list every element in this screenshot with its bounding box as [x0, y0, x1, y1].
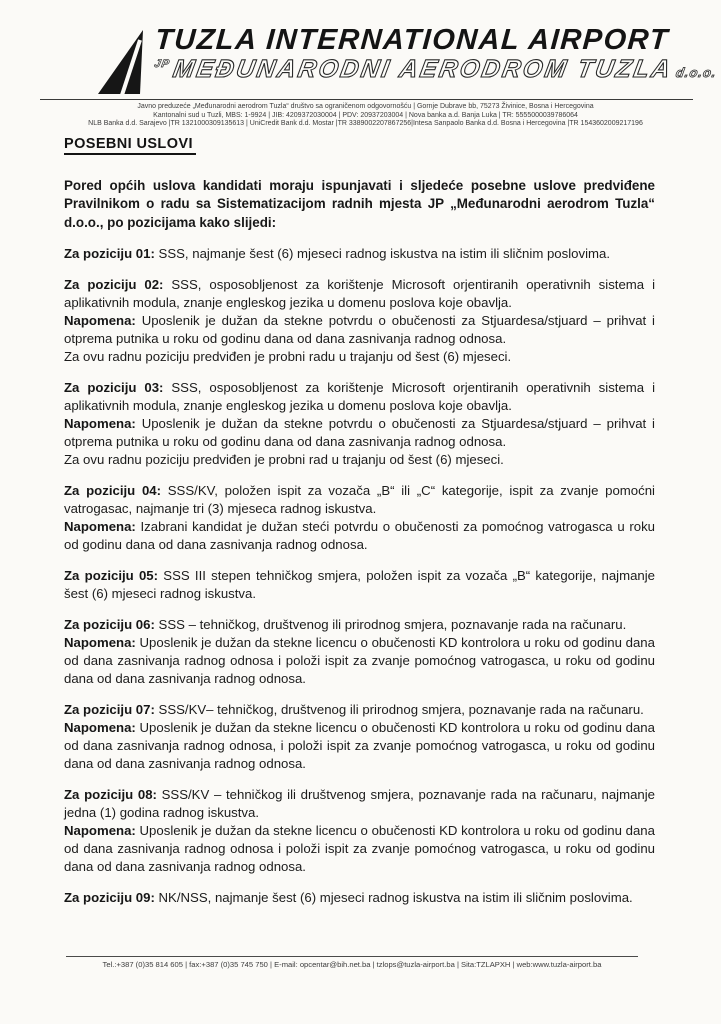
- company-title-english: TUZLA INTERNATIONAL AIRPORT: [154, 24, 670, 56]
- paragraph-text: SSS/KV, položen ispit za vozača „B“ ili „C“ kategorije, ispit za zvanje pomoćni vatrogasac, najmanje tri (3) mjeseca radnog iskustva.: [64, 483, 655, 517]
- paragraph-label: Napomena:: [64, 720, 140, 736]
- letterhead: [0, 0, 721, 129]
- paragraph-text: Uposlenik je dužan da stekne licencu o obučenosti KD kontrolora u roku od godinu dana od dana zasnivanja radnog odnosa i položi ispit za zvanje pomoćnog vatrogasca, u roku od godinu dana od dana zasnivanja radnog odnosa.: [64, 635, 655, 687]
- paragraph-text: SSS, osposobljenost za korištenje Microsoft orjentiranih operativnih sistema i aplikativnih modula, znanje engleskog jezika u domenu poslova koje obavlja.: [64, 277, 655, 311]
- paragraph-label: Za poziciju 03:: [64, 380, 172, 396]
- paragraph: [64, 567, 655, 603]
- company-titles: [154, 24, 720, 84]
- delta-arrow-logo-icon: [96, 28, 146, 96]
- paragraph-text: SSS – tehničkog, društvenog ili prirodnog smjera, poznavanje rada na računaru.: [158, 617, 627, 633]
- position-section: [64, 567, 655, 603]
- paragraph: [64, 451, 655, 469]
- paragraph-label: Za poziciju 06:: [64, 617, 159, 633]
- page-footer: [66, 956, 638, 969]
- paragraph: [64, 786, 655, 822]
- position-section: [64, 245, 655, 263]
- registry-line-2: Kantonalni sud u Tuzli, MBS: 1-9924 | JIB: 4209372030004 | PDV: 20937203004 | Nova banka a.d. Banja Luka | TR: 5555000039786064: [153, 111, 578, 119]
- company-title-local: MEĐUNARODNI AERODROM TUZLA: [170, 55, 675, 83]
- paragraph-label: Za poziciju 02:: [64, 277, 172, 293]
- paragraph: [64, 348, 655, 366]
- paragraph-text: Uposlenik je dužan da stekne licencu o obučenosti KD kontrolora u roku od godinu dana od dana zasnivanja radnog odnosa i položi ispit za zvanje pomoćnog vatrogasca, u roku od godinu dana od dana zasnivanja radnog odnosa.: [64, 823, 655, 875]
- position-section: [64, 889, 655, 907]
- paragraph: [64, 379, 655, 415]
- paragraph: [64, 245, 655, 263]
- position-section: [64, 616, 655, 688]
- paragraph: [64, 822, 655, 876]
- paragraph: [64, 889, 655, 907]
- company-title-local-row: [151, 55, 720, 84]
- paragraph-label: Napomena:: [64, 635, 140, 651]
- footer-contact-line: Tel.:+387 (0)35 814 605 | fax:+387 (0)35 745 750 | E-mail: opcentar@bih.net.ba | tzlops@tuzla-airport.ba | Sita:TZLAPXH | web:www.tuzla-airport.ba: [102, 960, 602, 969]
- position-sections: [64, 245, 655, 907]
- position-section: [64, 276, 655, 366]
- paragraph: [64, 415, 655, 451]
- jp-prefix: JP: [153, 58, 171, 70]
- paragraph-text: Uposlenik je dužan da stekne potvrdu o obučenosti za Stjuardesa/stjuard – prihvat i otprema putnika u roku od godinu dana od dana zasnivanja radnog odnosa.: [64, 416, 655, 450]
- paragraph-label: Napomena:: [64, 313, 142, 329]
- header-divider: [40, 99, 693, 100]
- paragraph-text: SSS, osposobljenost za korištenje Microsoft orjentiranih operativnih sistema i aplikativnih modula, znanje engleskog jezika u domenu poslova koje obavlja.: [64, 380, 655, 414]
- paragraph-text: SSS III stepen tehničkog smjera, položen ispit za vozača „B“ kategorije, najmanje šest (6) mjeseci radnog iskustva.: [64, 568, 656, 602]
- paragraph: [64, 616, 655, 634]
- paragraph: [64, 701, 655, 719]
- position-section: [64, 786, 655, 876]
- registry-line-1: Javno preduzeće „Međunarodni aerodrom Tuzla“ društvo sa ograničenom odgovornošću | Gornje Dubrave bb, 75273 Živinice, Bosna i Hercegovina: [137, 103, 594, 110]
- paragraph-label: Napomena:: [64, 519, 141, 535]
- paragraph-label: Napomena:: [64, 416, 142, 432]
- paragraph-text: SSS/KV – tehničkog ili društvenog smjera, poznavanje rada na računaru, najmanje jedna (1) godina radnog iskustva.: [64, 787, 656, 821]
- paragraph-text: Izabrani kandidat je dužan steći potvrdu o obučenosti za pomoćnog vatrogasca u roku od godinu dana od dana zasnivanja radnog odnosa.: [64, 519, 656, 553]
- paragraph-text: Za ovu radnu poziciju predviđen je probni rad u trajanju od šest (6) mjeseci.: [64, 452, 504, 468]
- paragraph-label: Za poziciju 09:: [64, 890, 159, 906]
- registry-line-3: NLB Banka d.d. Sarajevo |TR 1321000309135613 | UniCredit Bank d.d. Mostar |TR 3389002207867256|Intesa Sanpaolo Banka d.d. Bosna i Hercegovina |TR 1543602009217196: [88, 120, 643, 128]
- paragraph: [64, 482, 655, 518]
- footer-divider: [66, 956, 638, 957]
- intro-paragraph: Pored općih uslova kandidati moraju ispunjavati i sljedeće posebne uslove predviđene Pravilnikom o radu sa Sistematizacijom radnih mjesta JP „Međunarodni aerodrom Tuzla“ d.o.o., po pozicijama kako slijedi:: [64, 177, 655, 230]
- paragraph-text: Uposlenik je dužan da stekne licencu o obučenosti KD kontrolora u roku od godinu dana od dana zasnivanja radnog odnosa, i položi ispit za zvanje pomoćnog vatrogasca, u roku od godinu dana od dana zasnivanja radnog odnosa.: [64, 720, 655, 772]
- position-section: [64, 482, 655, 554]
- position-section: [64, 701, 655, 773]
- paragraph-label: Za poziciju 04:: [64, 483, 168, 499]
- paragraph-label: Za poziciju 05:: [64, 568, 164, 584]
- paragraph-text: SSS/KV– tehničkog, društvenog ili prirodnog smjera, poznavanje rada na računaru.: [158, 702, 644, 718]
- company-suffix: d.o.o.: [674, 65, 719, 80]
- paragraph: [64, 276, 655, 312]
- company-registry-info: [40, 103, 691, 129]
- paragraph: [64, 312, 655, 348]
- paragraph-label: Napomena:: [64, 823, 140, 839]
- paragraph-text: NK/NSS, najmanje šest (6) mjeseci radnog iskustva na istim ili sličnim poslovima.: [158, 890, 633, 906]
- paragraph: [64, 719, 655, 773]
- paragraph-text: Uposlenik je dužan da stekne potvrdu o obučenosti za Stjuardesa/stjuard – prihvat i otprema putnika u roku od godinu dana od dana zasnivanja radnog odnosa.: [64, 313, 655, 347]
- position-section: [64, 379, 655, 469]
- document-body: [64, 135, 655, 908]
- paragraph: [64, 518, 655, 554]
- paragraph-label: Za poziciju 01:: [64, 246, 159, 262]
- paragraph-text: Za ovu radnu poziciju predviđen je probni radu u trajanju od šest (6) mjeseci.: [64, 349, 512, 365]
- document-heading-row: [64, 135, 655, 155]
- paragraph-text: SSS, najmanje šest (6) mjeseci radnog iskustva na istim ili sličnim poslovima.: [158, 246, 610, 262]
- logo-row: [96, 24, 721, 96]
- paragraph-label: Za poziciju 08:: [64, 787, 162, 803]
- paragraph-label: Za poziciju 07:: [64, 702, 159, 718]
- paragraph: [64, 634, 655, 688]
- document-heading: POSEBNI USLOVI: [64, 136, 196, 155]
